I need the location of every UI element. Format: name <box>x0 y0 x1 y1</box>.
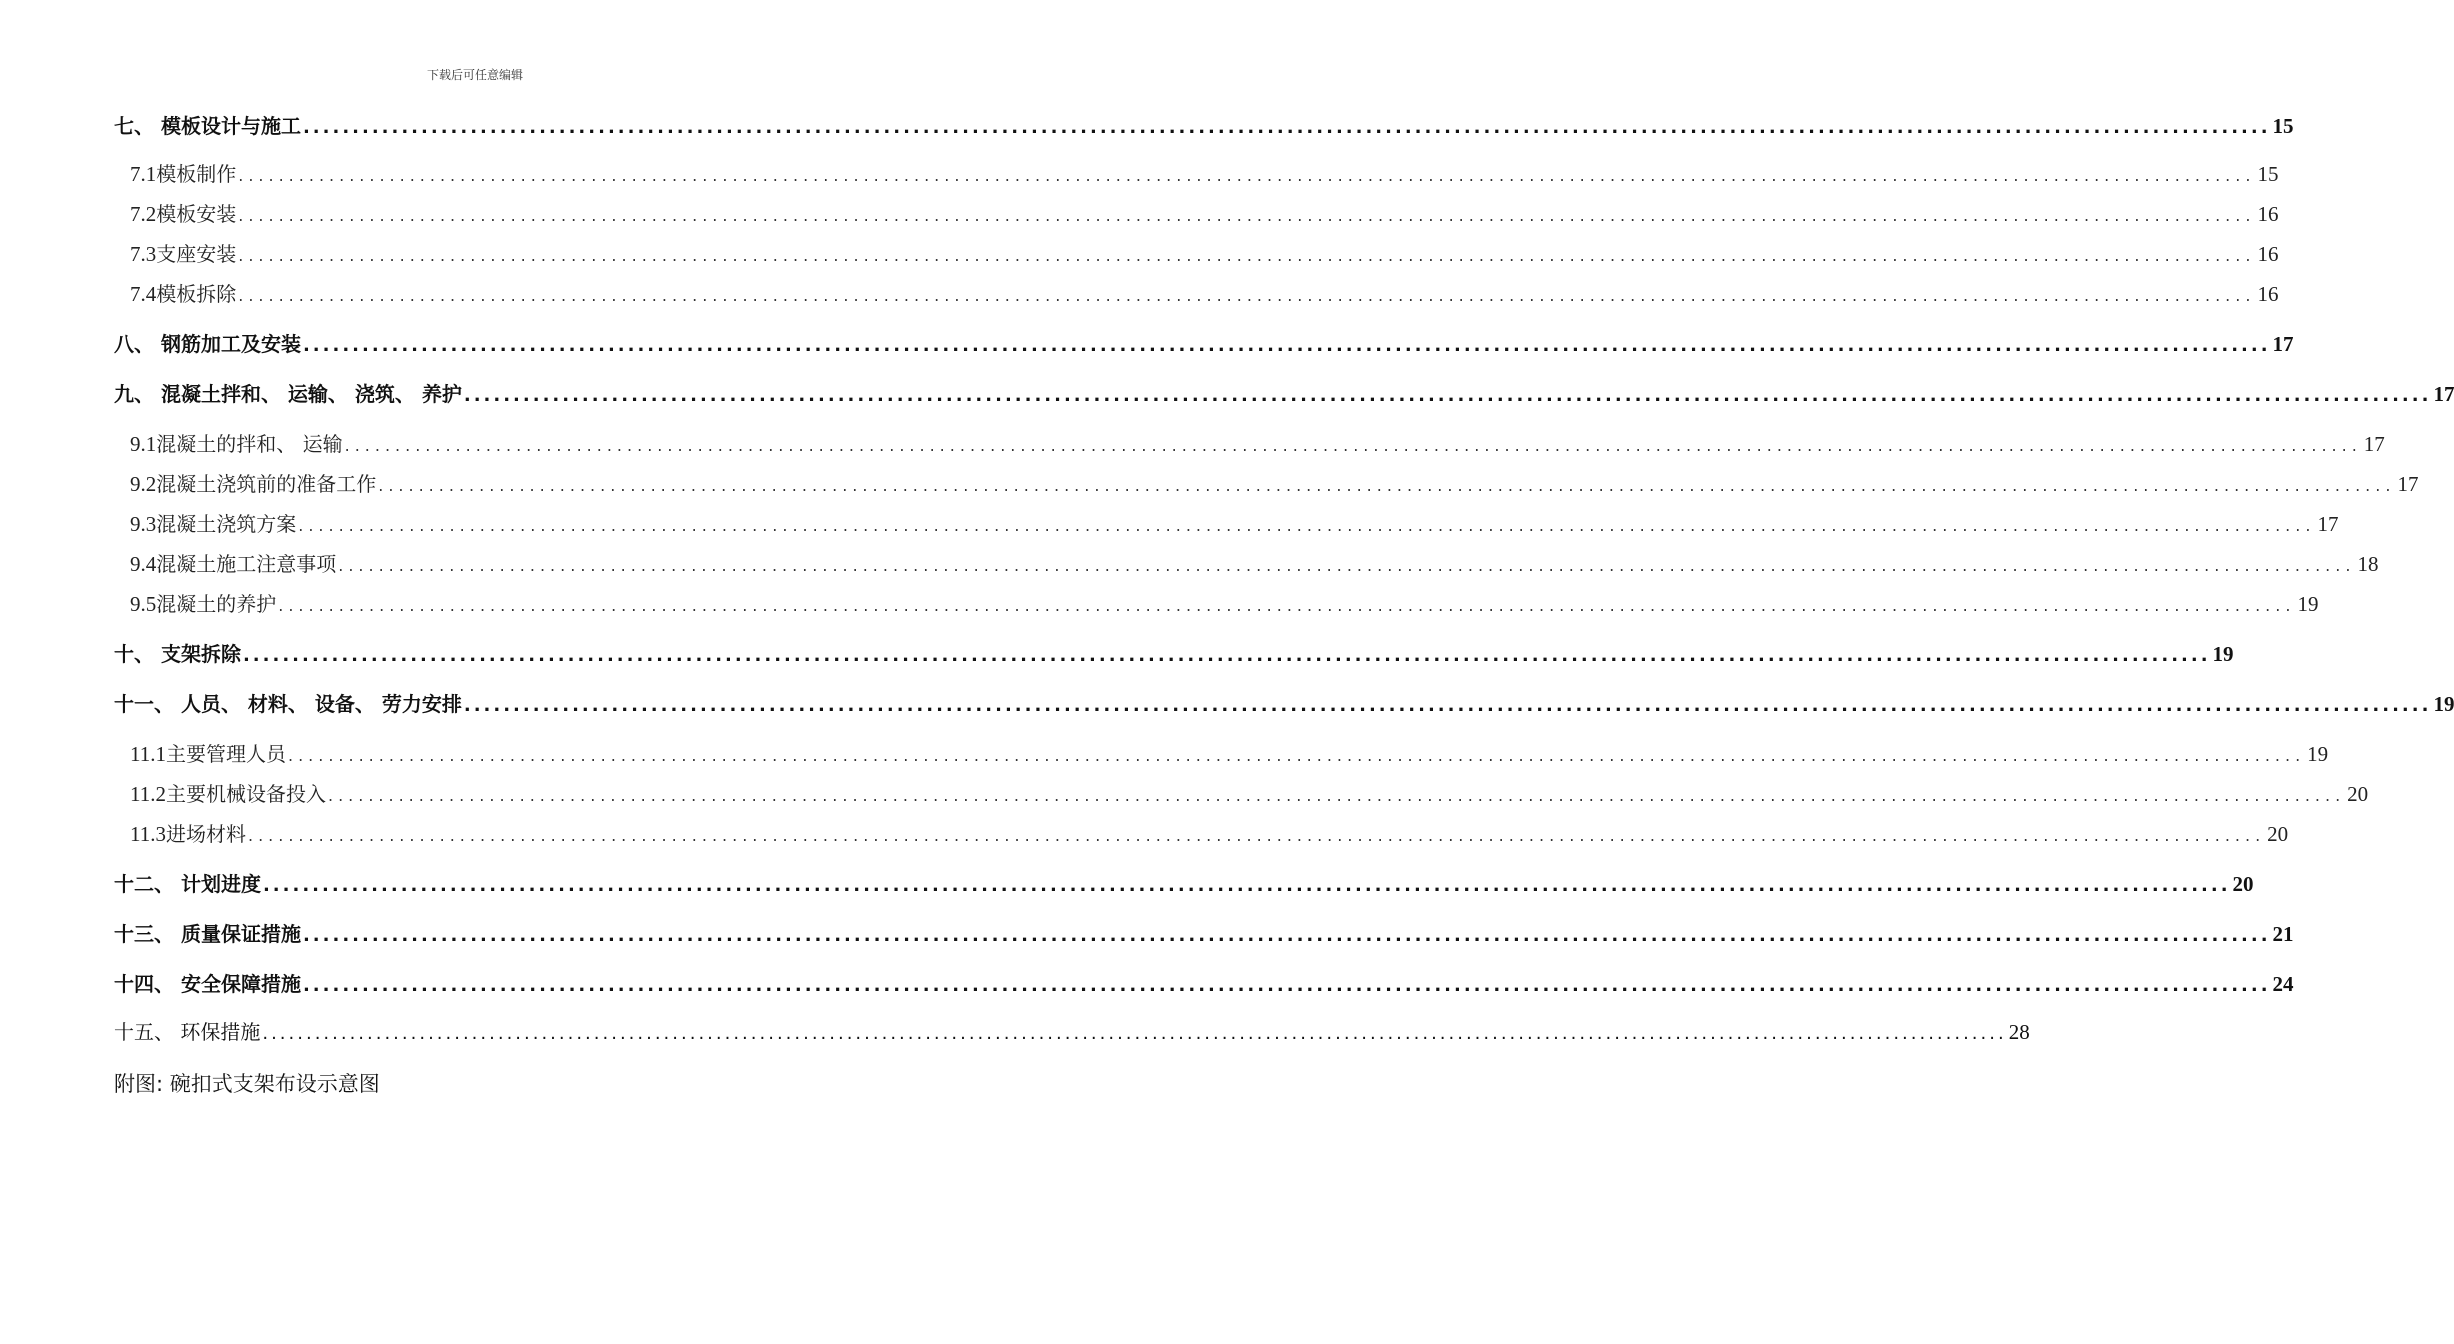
toc-entry-title <box>114 110 301 139</box>
toc-page-number: 15 <box>2257 162 2279 186</box>
toc-page-number: 19 <box>2212 642 2234 666</box>
toc-dot-leader: ........................................................................................................................................................................................................ <box>344 436 2362 455</box>
toc-page-number: 20 <box>2232 872 2254 896</box>
toc-entry-title <box>130 468 376 497</box>
toc-page-number: 17 <box>2363 432 2385 456</box>
toc-section-entry[interactable] <box>130 428 2385 460</box>
toc-section-entry[interactable] <box>130 588 2319 620</box>
toc-entry-title <box>130 588 276 617</box>
toc-entry-label: 混凝土施工注意事项 <box>156 552 337 576</box>
toc-page-number: 17 <box>2433 382 2454 406</box>
toc-entry-label: 十五、 环保措施 <box>114 1020 261 1044</box>
toc-entry-number: 7.4 <box>130 282 157 306</box>
toc-entry-title <box>130 158 236 187</box>
toc-dot-leader: ........................................................................................................................................................................................................ <box>238 246 2256 265</box>
toc-dot-leader: ........................................................................................................................................................................................................ <box>278 596 2296 615</box>
toc-entry-label: 混凝土的养护 <box>156 592 277 616</box>
toc-page-number: 20 <box>2347 782 2369 806</box>
toc-entry-title <box>114 688 462 717</box>
toc-entry-label: 模板制作 <box>156 162 237 186</box>
toc-chapter-entry[interactable] <box>114 110 2294 142</box>
toc-entry-number: 9.4 <box>130 552 157 576</box>
toc-entry-number: 7.2 <box>130 202 157 226</box>
toc-dot-leader: ........................................................................................................................................................................................................ <box>302 925 2271 946</box>
toc-entry-title <box>114 328 301 357</box>
toc-section-entry[interactable] <box>130 508 2339 540</box>
toc-section-entry[interactable] <box>130 238 2279 270</box>
toc-page-number: 15 <box>2272 114 2294 138</box>
toc-entry-title <box>130 818 246 847</box>
toc-page-number: 17 <box>2317 512 2339 536</box>
toc-entry-title <box>114 638 241 667</box>
toc-page-number: 19 <box>2297 592 2319 616</box>
toc-dot-leader: ........................................................................................................................................................................................................ <box>287 746 2306 765</box>
toc-entry-label: 模板拆除 <box>156 282 237 306</box>
toc-page-number: 16 <box>2257 202 2279 226</box>
toc-entry-number: 7.1 <box>130 162 157 186</box>
toc-page-number: 24 <box>2272 972 2294 996</box>
toc-page-number: 17 <box>2397 472 2419 496</box>
toc-chapter-entry[interactable] <box>114 638 2234 670</box>
toc-entry-number: 11.1 <box>130 742 166 766</box>
toc-section-entry[interactable] <box>130 548 2379 580</box>
toc-entry-title <box>130 198 236 227</box>
toc-entry-label: 混凝土浇筑前的准备工作 <box>156 472 377 496</box>
toc-entry-label: 十三、 质量保证措施 <box>114 922 301 946</box>
toc-dot-leader: ........................................................................................................................................................................................................ <box>238 166 2256 185</box>
toc-section-entry[interactable] <box>130 738 2329 770</box>
toc-dot-leader: ........................................................................................................................................................................................................ <box>338 556 2356 575</box>
toc-entry-number: 9.3 <box>130 512 157 536</box>
toc-entry-label: 七、 模板设计与施工 <box>114 114 301 138</box>
toc-entry-number: 11.2 <box>130 782 166 806</box>
toc-entry-title <box>114 968 301 997</box>
appendix-line: 附图: 碗扣式支架布设示意图 <box>114 1072 380 1096</box>
toc-chapter-entry[interactable] <box>114 968 2294 1000</box>
toc-chapter-entry[interactable] <box>114 378 2454 410</box>
toc-section-entry[interactable] <box>130 468 2419 500</box>
toc-page-number: 20 <box>2267 822 2289 846</box>
toc-entry-label: 九、 混凝土拌和、 运输、 浇筑、 养护 <box>114 382 462 406</box>
toc-section-entry[interactable] <box>130 158 2279 190</box>
toc-entry-title <box>130 548 336 577</box>
toc-entry-label: 十二、 计划进度 <box>114 872 261 896</box>
toc-entry-label: 支座安装 <box>156 242 237 266</box>
toc-page-number: 17 <box>2272 332 2294 356</box>
toc-entry-number: 9.2 <box>130 472 157 496</box>
toc-entry-number: 9.1 <box>130 432 157 456</box>
toc-page-number: 18 <box>2357 552 2379 576</box>
toc-dot-leader: ........................................................................................................................................................................................................ <box>302 975 2271 996</box>
toc-page-number: 16 <box>2257 242 2279 266</box>
toc-entry-title <box>114 378 462 407</box>
toc-entry-title <box>114 1016 260 1045</box>
toc-chapter-entry[interactable] <box>114 688 2454 720</box>
toc-dot-leader: ........................................................................................................................................................................................................ <box>262 875 2231 896</box>
toc-entry-label: 主要管理人员 <box>165 742 286 766</box>
toc-entry-title <box>130 278 236 307</box>
toc-entry-title <box>130 238 236 267</box>
toc-entry-title <box>130 778 326 807</box>
toc-page-number: 19 <box>2307 742 2329 766</box>
toc-dot-leader: ........................................................................................................................................................................................................ <box>327 786 2346 805</box>
toc-dot-leader: ........................................................................................................................................................................................................ <box>302 335 2271 356</box>
toc-dot-leader: ........................................................................................................................................................................................................ <box>378 476 2396 495</box>
toc-chapter-entry[interactable] <box>114 328 2294 360</box>
toc-entry-title <box>130 738 286 767</box>
toc-page-number: 19 <box>2433 692 2454 716</box>
toc-dot-leader: ........................................................................................................................................................................................................ <box>247 826 2266 845</box>
toc-dot-leader: ........................................................................................................................................................................................................ <box>298 516 2316 535</box>
toc-entry-label: 混凝土浇筑方案 <box>156 512 297 536</box>
toc-entry-label: 模板安装 <box>156 202 237 226</box>
page-header: 下载后可任意编辑 <box>426 68 523 82</box>
toc-dot-leader: ........................................................................................................................................................................................................ <box>238 286 2256 305</box>
toc-dot-leader: ........................................................................................................................................................................................................ <box>463 385 2432 406</box>
toc-entry-label: 十一、 人员、 材料、 设备、 劳力安排 <box>114 692 462 716</box>
toc-dot-leader: ........................................................................................................................................................................................................ <box>242 645 2211 666</box>
toc-entry-title <box>114 918 301 947</box>
toc-section-entry[interactable] <box>130 198 2279 230</box>
toc-entry-title <box>130 508 296 537</box>
toc-entry-title <box>114 868 261 897</box>
toc-section-entry[interactable] <box>130 278 2279 310</box>
toc-page-number: 28 <box>2008 1020 2030 1044</box>
toc-page-number: 21 <box>2272 922 2294 946</box>
toc-entry-label: 混凝土的拌和、 运输 <box>156 432 343 456</box>
toc-chapter-entry[interactable] <box>114 1016 2030 1048</box>
toc-chapter-entry[interactable] <box>114 918 2294 950</box>
toc-entry-label: 十、 支架拆除 <box>114 642 241 666</box>
toc-dot-leader: ........................................................................................................................................................................................................ <box>302 117 2271 138</box>
toc-section-entry[interactable] <box>130 818 2289 850</box>
toc-page-number: 16 <box>2257 282 2279 306</box>
toc-entry-title <box>130 428 343 457</box>
toc-dot-leader: ........................................................................................................................................................................................................ <box>238 206 2256 225</box>
toc-chapter-entry[interactable] <box>114 868 2254 900</box>
toc-entry-label: 主要机械设备投入 <box>165 782 326 806</box>
toc-dot-leader: ........................................................................................................................................................................................................ <box>463 695 2432 716</box>
toc-entry-label: 十四、 安全保障措施 <box>114 972 301 996</box>
toc-entry-number: 7.3 <box>130 242 157 266</box>
toc-entry-label: 八、 钢筋加工及安装 <box>114 332 301 356</box>
toc-entry-number: 11.3 <box>130 822 166 846</box>
toc-entry-label: 进场材料 <box>165 822 246 846</box>
toc-section-entry[interactable] <box>130 778 2369 810</box>
toc-dot-leader: ........................................................................................................................................................................................................ <box>262 1023 2007 1044</box>
toc-entry-number: 9.5 <box>130 592 157 616</box>
